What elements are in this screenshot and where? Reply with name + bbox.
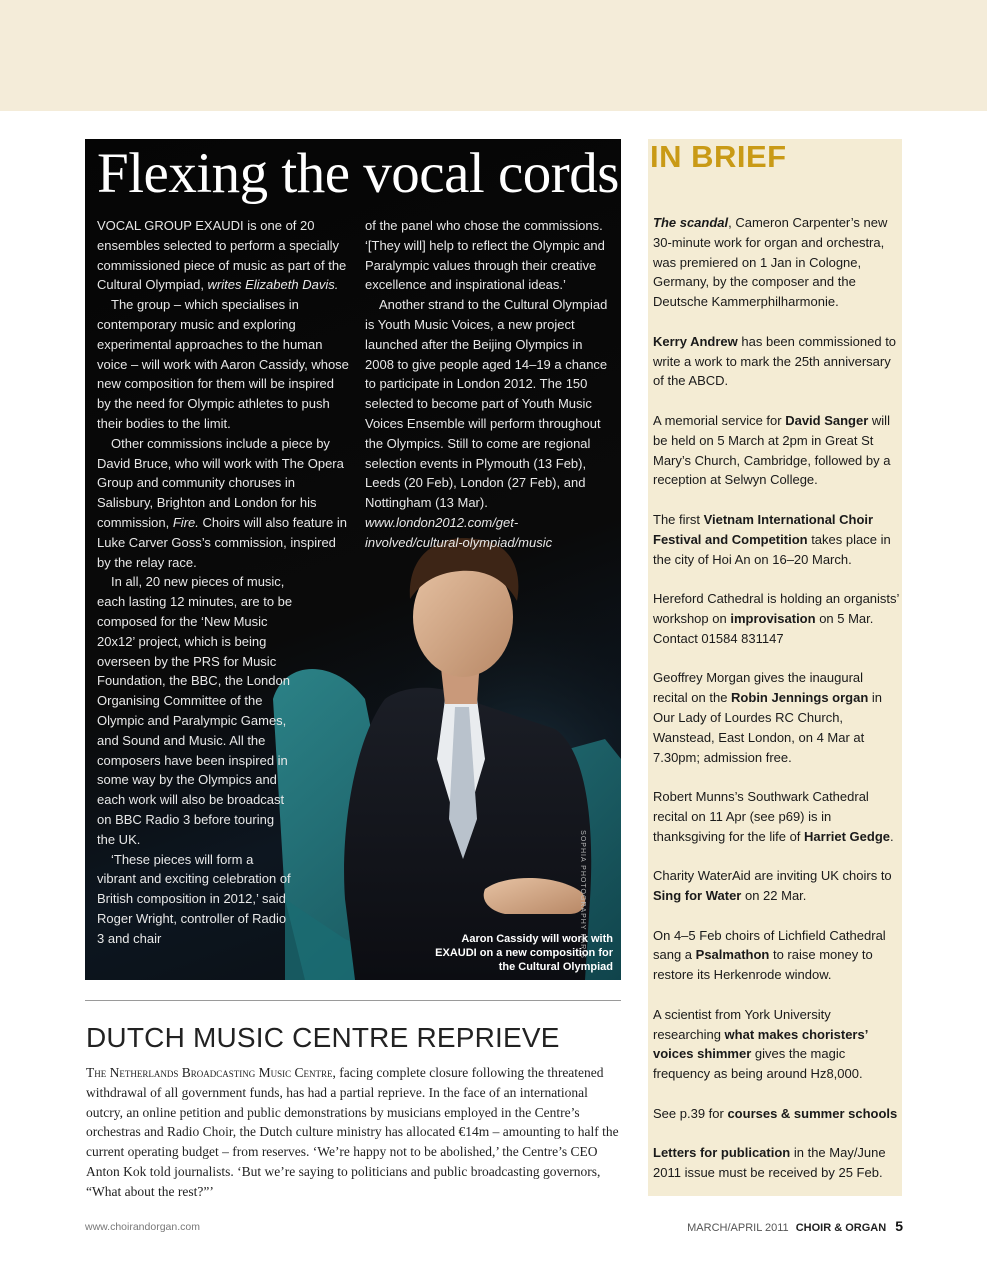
- photo-credit: SOPHIA PHOTOGRAPHY PARIS: [579, 830, 587, 959]
- brief-item: On 4–5 Feb choirs of Lichfield Cathedral sang a Psalmathon to raise money to restore its Herkenrode window.: [653, 927, 886, 983]
- brief-item: Charity WaterAid are inviting UK choirs to Sing for Water on 22 Mar.: [653, 868, 892, 904]
- feature-paragraph: ‘These pieces will form a vibrant and exciting celebration of British composition in 2012,’ said Roger Wright, controller of Radio 3 and chair: [97, 851, 291, 946]
- brief-item: A scientist from York University researching what makes choristers’ voices shimmer gives the magic frequency as being around Hz8,000.: [653, 1006, 868, 1082]
- feature-paragraph: Another strand to the Cultural Olympiad is Youth Music Voices, a new project launched after the Beijing Olympics in 2008 to give people aged 14–19 a chance to participate in London 2012. The 150 selected to become part of Youth Music Voices Ensemble will perform throughout the Olympics. Still to come are regional selection events in Plymouth (13 Feb), Leeds (20 Feb), London (27 Feb), and Nottingham (13 Mar).: [365, 297, 608, 511]
- footer-magazine: CHOIR & ORGAN: [795, 1222, 887, 1234]
- feature-paragraph: of the panel who chose the commissions. ‘[They will] help to reflect the Olympic and Paralympic values through their creative excellence and inspirational ideas.’: [365, 218, 605, 293]
- brief-item: Geoffrey Morgan gives the inaugural recital on the Robin Jennings organ in Our Lady of Lourdes RC Church, Wanstead, East London, on 4 Mar at 7.30pm; admission free.: [653, 670, 883, 765]
- dutch-lead: The Netherlands Broadcasting Music Centre,: [86, 1065, 336, 1080]
- dutch-article-title: DUTCH MUSIC CENTRE REPRIEVE: [86, 1022, 560, 1053]
- feature-paragraph: The group – which specialises in contemporary music and exploring experimental approaches to the human voice – will work with Aaron Cassidy, whose new composition for them will be inspired by the need for Olympic athletes to push their bodies to the limit.: [97, 297, 349, 431]
- article-divider: [85, 1000, 621, 1001]
- feature-link[interactable]: www.london2012.com/get-involved/cultural-olympiad/music: [365, 514, 553, 550]
- byline: writes Elizabeth Davis.: [207, 277, 339, 293]
- footer-issue: MARCH/APRIL 2011: [687, 1222, 789, 1234]
- in-brief-title: IN BRIEF: [650, 139, 787, 174]
- in-brief-sidebar: [648, 139, 902, 1196]
- footer-issue-info: [687, 1218, 903, 1234]
- in-brief-list: [653, 213, 901, 1203]
- brief-item: Kerry Andrew has been commissioned to write a work to mark the 25th anniversary of the ABCD.: [653, 333, 897, 389]
- brief-item: See p.39 for courses & summer schools: [653, 1105, 898, 1121]
- brief-item: The scandal, Cameron Carpenter’s new 30-minute work for organ and orchestra, was premiered on 1 Jan in Cologne, Germany, by the composer and the Deutsche Kammerphilharmonie.: [653, 215, 888, 310]
- feature-title: Flexing the vocal cords: [97, 142, 619, 205]
- footer-url[interactable]: www.choirandorgan.com: [85, 1221, 200, 1233]
- top-band: [0, 0, 987, 111]
- brief-item: A memorial service for David Sanger will be held on 5 March at 2pm in Great St Mary’s Church, Cambridge, followed by a reception at Selwyn College.: [653, 412, 891, 488]
- brief-item: The first Vietnam International Choir Festival and Competition takes place in the city of Hoi An on 16–20 March.: [653, 511, 891, 567]
- brief-item: Letters for publication in the May/June 2011 issue must be received by 25 Feb.: [653, 1145, 886, 1181]
- feature-paragraph: VOCAL GROUP EXAUDI is one of 20 ensembles selected to perform a specially commissioned piece of music as part of the Cultural Olympiad, writes Elizabeth Davis.: [97, 218, 347, 293]
- brief-item: Hereford Cathedral is holding an organists’ workshop on improvisation on 5 Mar. Contact 01584 831147: [653, 591, 899, 646]
- feature-article: [85, 139, 621, 980]
- brief-item: Robert Munns’s Southwark Cathedral recital on 11 Apr (see p69) is in thanksgiving for the life of Harriet Gedge.: [653, 789, 894, 844]
- feature-column-1: [97, 216, 351, 948]
- dutch-article-body: The Netherlands Broadcasting Music Centre, facing complete closure following the threatened withdrawal of all government funds, has had a partial reprieve. In the face of an international outcry, an online petition and public demonstrations by musicians employed in the Centre’s orchestras and Radio Choir, the Dutch culture ministry has allocated €14m – amounting to half the current operating budget – from reserves. ‘We’re happy not to be abolished,’ the Centre’s CEO Anton Kok told journalists. ‘But we’re saying to politicians and public broadcasting governors, “What about the rest?”’: [86, 1065, 619, 1199]
- feature-paragraph: In all, 20 new pieces of music, each lasting 12 minutes, are to be composed for the ‘New Music 20x12’ project, which is being overseen by the PRS for Music Foundation, the BBC, the London Organising Committee of the Olympic and Paralympic Games, and Sound and Music. All the composers have been inspired in some way by the Olympics and each work will also be broadcast on BBC Radio 3 before touring the UK.: [97, 574, 293, 847]
- feature-column-2: [365, 216, 615, 553]
- page-number: 5: [895, 1218, 903, 1234]
- feature-paragraph: Other commissions include a piece by David Bruce, who will work with The Opera Group and community choruses in Salisbury, Brighton and London for his commission, Fire. Choirs will also feature in Luke Carver Goss’s commission, inspired by the relay race.: [97, 435, 347, 570]
- photo-caption: Aaron Cassidy will work with EXAUDI on a new composition for the Cultural Olympiad: [435, 933, 613, 973]
